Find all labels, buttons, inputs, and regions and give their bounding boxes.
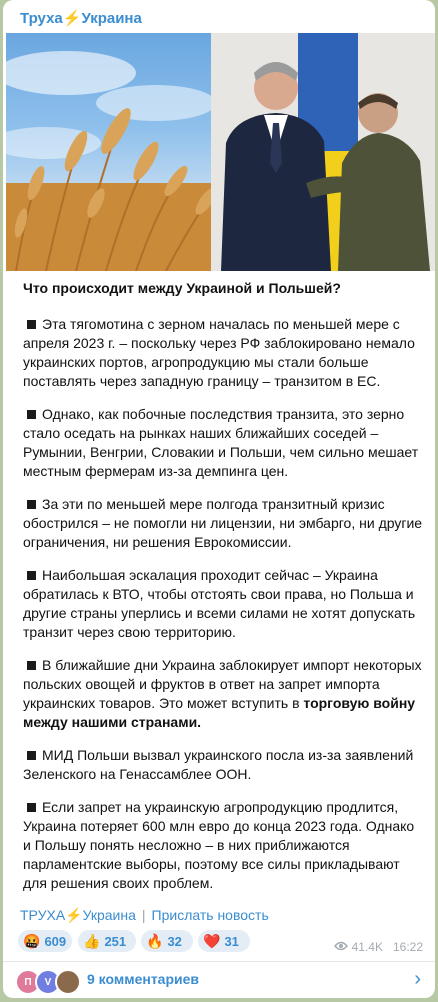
avatar: V [35, 969, 61, 995]
paragraph-text: Однако, как побочные последствия транзита, это зерно стало оседать на рынках наших ближайших соседей – Румынии, Венгрии, Словакии и Польши, чем сильно мешает местным фермерам из-за демпинга цен. [23, 406, 419, 479]
photo-illustration [6, 33, 435, 271]
avatar [55, 969, 81, 995]
comments-label: 9 комментариев [87, 971, 200, 987]
thumbs-up-icon: 👍 [83, 932, 101, 949]
post-paragraph [23, 315, 423, 391]
post-time: 16:22 [392, 940, 423, 954]
paragraph-text: За эти по меньшей мере полгода транзитный кризис обострился – не помогли ни лицензии, ни эмбарго, ни другие ограничения, ни решения Еврокомиссии. [23, 496, 423, 550]
post-headline: Что происходит между Украиной и Польшей? [23, 280, 341, 296]
paragraph-text: МИД Польши вызвал украинского посла из-за заявлений Зеленского на Генассамблее ООН. [23, 747, 414, 782]
paragraph-text: Наибольшая эскалация проходит сейчас – Украина обратилась к ВТО, чтобы отстоять свои права, но Польша и другие страны уперлись и всеми силами не хотят допускать транзит через свою территорию. [23, 567, 416, 640]
fire-icon: 🔥 [146, 932, 164, 949]
avatar: П [15, 969, 41, 995]
black-square-icon [27, 803, 36, 812]
channel-post [3, 0, 435, 998]
paragraph-text: В ближайшие дни Украина заблокирует импорт некоторых польских овощей и фруктов в ответ на запрет импорта украинских товаров. Это может вступить в [23, 657, 422, 711]
black-square-icon [27, 661, 36, 670]
reaction-angry[interactable] [18, 930, 72, 952]
post-paragraph [23, 495, 423, 552]
reaction-count: 609 [44, 933, 67, 949]
paragraph-bold-text: торговую войну между нашими странами. [23, 695, 416, 730]
post-meta [334, 940, 423, 954]
channel-name[interactable]: Труха⚡Украина [20, 10, 142, 27]
reaction-count: 31 [224, 933, 239, 949]
black-square-icon [27, 320, 36, 329]
submit-news-link[interactable]: Прислать новость [151, 907, 269, 923]
black-square-icon [27, 410, 36, 419]
views-count: 41.4K [351, 940, 383, 954]
channel-link[interactable]: ТРУХА⚡Украина [20, 907, 136, 923]
reaction-thumbs-up[interactable] [78, 930, 136, 952]
post-paragraph [23, 746, 423, 784]
post-photo[interactable] [6, 33, 435, 271]
reaction-fire[interactable] [141, 930, 193, 952]
post-paragraph [23, 798, 423, 893]
post-paragraph [23, 656, 423, 732]
footer-links [20, 907, 269, 924]
post-paragraph [23, 405, 423, 481]
reaction-heart[interactable] [198, 930, 250, 952]
comments-bar[interactable] [3, 962, 435, 998]
eye-icon [334, 940, 348, 954]
paragraph-text: Если запрет на украинскую агропродукцию продлится, Украина потеряет 600 млн евро до конца 2023 года. Однако и Польшу понять несложно – в них приближаются парламентские выборы, поэтому все силы прикладывают для решения своих проблем. [23, 799, 415, 891]
heart-icon: ❤️ [203, 932, 221, 949]
angry-face-icon: 🤬 [23, 932, 41, 949]
reaction-count: 251 [104, 933, 127, 949]
black-square-icon [27, 751, 36, 760]
post-paragraph [23, 566, 423, 642]
black-square-icon [27, 500, 36, 509]
chevron-right-icon: › [414, 968, 421, 990]
paragraph-text: Эта тягомотина с зерном началась по меньшей мере с апреля 2023 г. – поскольку через РФ заблокировано немало украинских портов, агропродукцию мы стали больше поставлять через западную границу – транзитом в ЕС. [23, 316, 415, 389]
reaction-count: 32 [167, 933, 182, 949]
black-square-icon [27, 571, 36, 580]
link-separator: | [141, 907, 146, 923]
